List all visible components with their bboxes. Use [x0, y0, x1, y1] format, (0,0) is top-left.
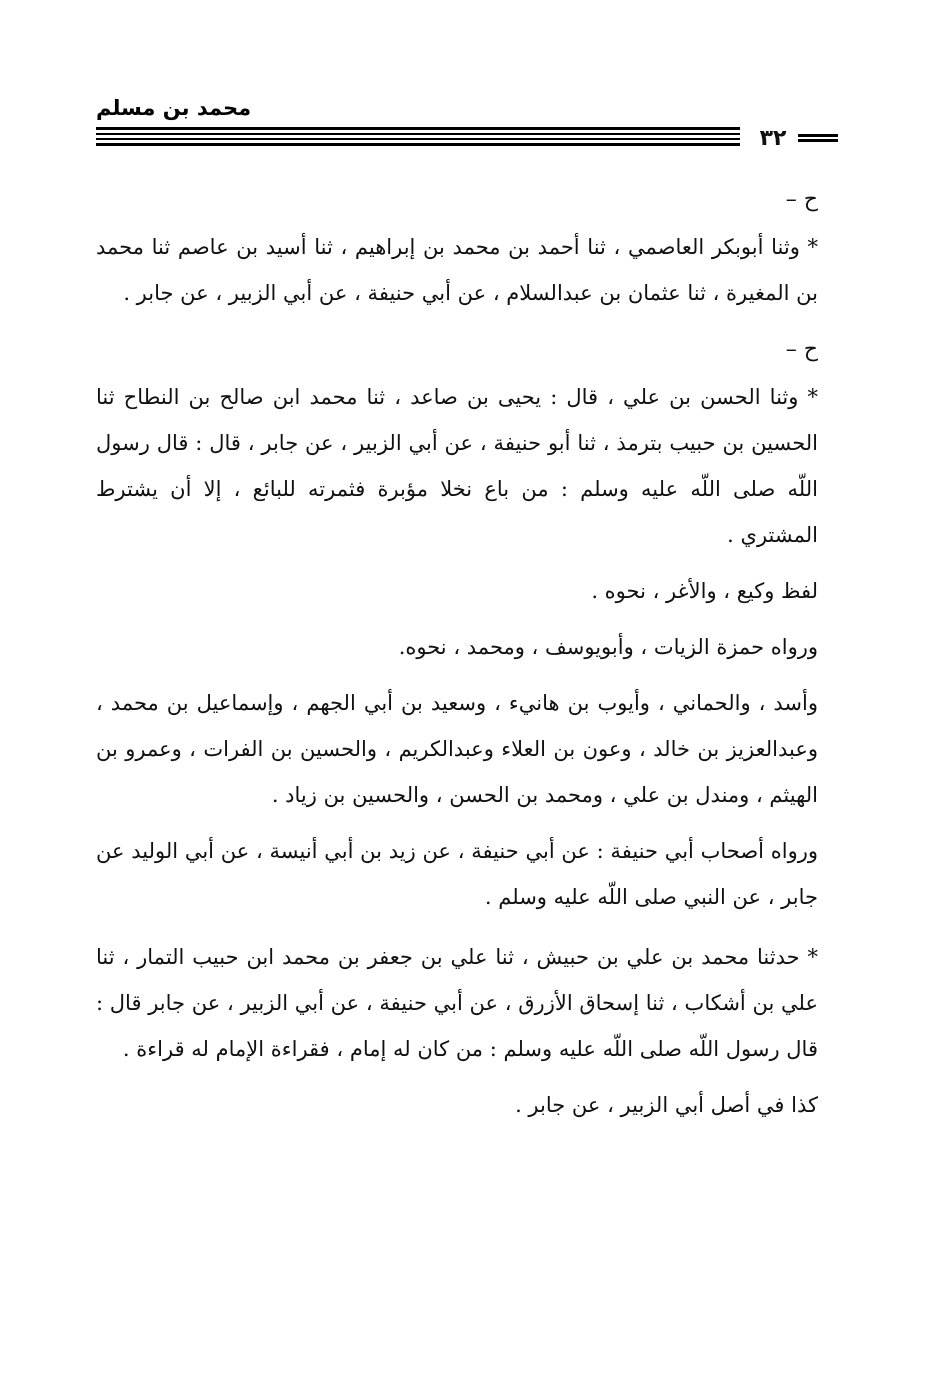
section-marker	[96, 326, 818, 372]
paragraph: * حدثنا محمد بن علي بن حبيش ، ثنا علي بن جعفر بن محمد ابن حبيب التمار ، ثنا علي بن أشكاب ، ثنا إسحاق الأزرق ، عن أبي حنيفة ، عن أبي الزبير ، عن جابر قال : قال رسول اللّه صلى اللّه عليه وسلم : من كان له إمام ، فقراءة الإمام له قراءة .	[96, 945, 819, 1061]
section-marker-text: ح –	[785, 187, 818, 212]
paragraph: لفظ وكيع ، والأغر ، نحوه .	[591, 579, 818, 603]
page-number-bar-line	[798, 134, 838, 137]
section-marker	[96, 176, 818, 222]
header-rule-line	[96, 143, 740, 146]
header-rule-line	[96, 138, 740, 140]
header-rule-line	[96, 127, 740, 130]
paragraph: * وثنا أبوبكر العاصمي ، ثنا أحمد بن محمد بن إبراهيم ، ثنا أسيد بن عاصم ثنا محمد بن المغيرة ، ثنا عثمان بن عبدالسلام ، عن أبي حنيفة ، عن أبي الزبير ، عن جابر .	[96, 235, 818, 305]
page-number: ٣٢	[759, 126, 787, 151]
body-text	[96, 170, 818, 1134]
page-number-bar	[798, 134, 838, 146]
section-marker-text: ح –	[785, 337, 818, 362]
paragraph: ورواه أصحاب أبي حنيفة : عن أبي حنيفة ، عن زيد بن أبي أنيسة ، عن أبي الوليد عن جابر ، عن النبي صلى اللّه عليه وسلم .	[96, 839, 818, 909]
paragraph: ورواه حمزة الزيات ، وأبويوسف ، ومحمد ، نحوه.	[398, 635, 818, 659]
header-rule	[96, 126, 740, 150]
paragraph: كذا في أصل أبي الزبير ، عن جابر .	[515, 1093, 818, 1117]
page-number-bar-line	[798, 139, 838, 142]
running-title: محمد بن مسلم	[96, 96, 252, 120]
header-rule-line	[96, 133, 740, 135]
paragraph: * وثنا الحسن بن علي ، قال : يحيى بن صاعد ، ثنا محمد ابن صالح بن النطاح ثنا الحسين بن حبيب بترمذ ، ثنا أبو حنيفة ، عن أبي الزبير ، عن جابر ، قال : قال رسول اللّه صلى اللّه عليه وسلم : من باع نخلا مؤبرة فثمرته للبائع ، إلا أن يشترط المشتري .	[96, 385, 818, 547]
paragraph: وأسد ، والحماني ، وأيوب بن هانيء ، وسعيد بن أبي الجهم ، وإسماعيل بن محمد ، وعبدالعزيز بن خالد ، وعون بن العلاء وعبدالكريم ، والحسين بن الفرات ، وعمرو بن الهيثم ، ومندل بن علي ، ومحمد بن الحسن ، والحسين بن زياد .	[96, 691, 818, 807]
